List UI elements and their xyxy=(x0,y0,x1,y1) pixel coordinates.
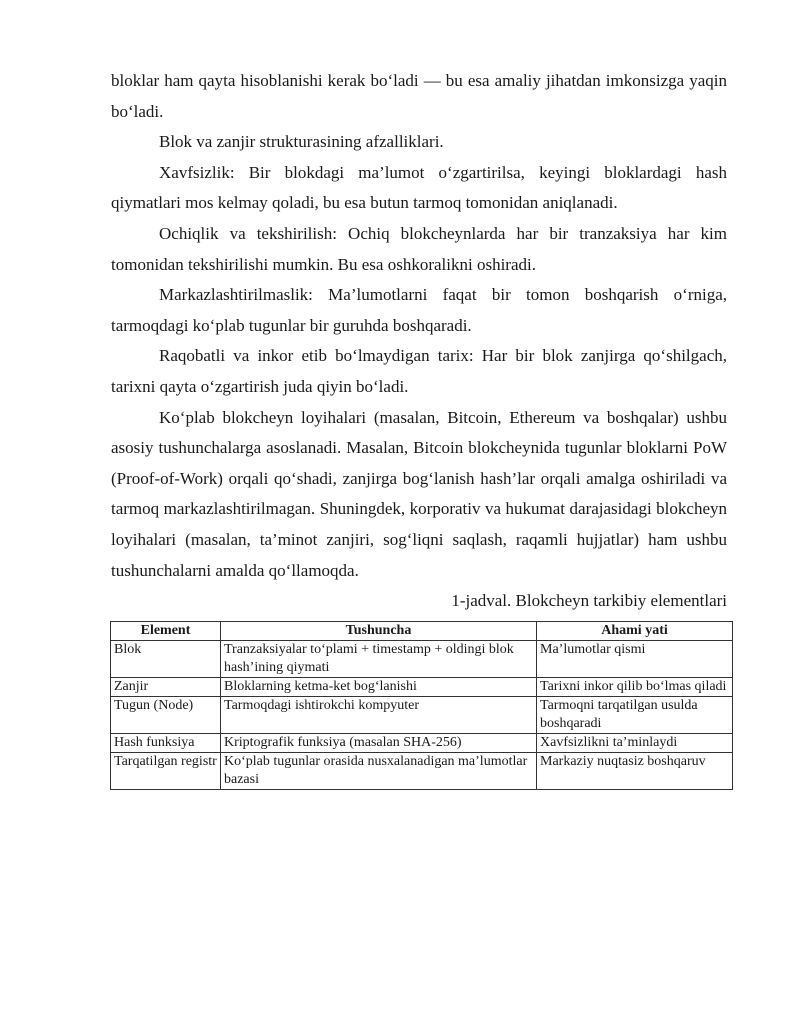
paragraph: bloklar ham qayta hisoblanishi kerak bo‘ladi — bu esa amaliy jihatdan imkonsizga yaqin bo‘ladi. xyxy=(111,71,727,121)
table-cell: Kriptografik funksiya (masalan SHA-256) xyxy=(221,734,537,753)
table-row xyxy=(111,678,733,697)
column-header: Tushuncha xyxy=(221,622,537,641)
table-cell: Tarixni inkor qilib bo‘lmas qiladi xyxy=(537,678,733,697)
table-row xyxy=(111,641,733,678)
table-cell: Zanjir xyxy=(111,678,221,697)
table-cell: Hash funksiya xyxy=(111,734,221,753)
paragraph: Ko‘plab blokcheyn loyihalari (masalan, Bitcoin, Ethereum va boshqalar) ushbu asosiy tushunchalarga asoslanadi. Masalan, Bitcoin blokcheynida tugunlar bloklarni PoW (Proof-of-Work) orqali qo‘shadi, zanjirga bog‘lanish hash’lar orqali amalga oshiriladi va tarmoq markazlashtirilmagan. Shuningdek, korporativ va hukumat darajasidagi blokcheyn loyihalari (masalan, ta’minot zanjiri, sog‘liqni saqlash, raqamli hujjatlar) ham ushbu tushunchalarni amalda qo‘llamoqda. xyxy=(111,407,727,580)
table-cell: Tugun (Node) xyxy=(111,697,221,734)
column-header: Element xyxy=(111,622,221,641)
column-header: Ahami yati xyxy=(537,622,733,641)
body-text xyxy=(111,66,727,586)
table-cell: Bloklarning ketma-ket bog‘lanishi xyxy=(221,678,537,697)
table-cell: Tarmoqni tarqatilgan usulda boshqaradi xyxy=(537,697,733,734)
table-row xyxy=(111,734,733,753)
table-cell: Ko‘plab tugunlar orasida nusxalanadigan ma’lumotlar bazasi xyxy=(221,753,537,790)
paragraph: Ochiqlik va tekshirilish: Ochiq blokcheynlarda har bir tranzaksiya har kim tomonidan tekshirilishi mumkin. Bu esa oshkoralikni oshiradi. xyxy=(111,223,727,274)
paragraph: Raqobatli va inkor etib bo‘lmaydigan tarix: Har bir blok zanjirga qo‘shilgach, tarixni qayta o‘zgartirish juda qiyin bo‘ladi. xyxy=(111,346,727,396)
table-header-row xyxy=(111,622,733,641)
table-row xyxy=(111,697,733,734)
paragraph: Blok va zanjir strukturasining afzalliklari. xyxy=(159,132,444,152)
table-cell: Blok xyxy=(111,641,221,678)
table-cell: Tarqatilgan registr xyxy=(111,753,221,790)
document-page xyxy=(111,66,727,790)
table-cell: Xavfsizlikni ta’minlaydi xyxy=(537,734,733,753)
table-cell: Tarmoqdagi ishtirokchi kompyuter xyxy=(221,697,537,734)
table-cell: Ma’lumotlar qismi xyxy=(537,641,733,678)
table-row xyxy=(111,753,733,790)
table-cell: Tranzaksiyalar to‘plami + timestamp + oldingi blok hash’ining qiymati xyxy=(221,641,537,678)
paragraph: Xavfsizlik: Bir blokdagi ma’lumot o‘zgartirilsa, keyingi bloklardagi hash qiymatlari mos kelmay qoladi, bu esa butun tarmoq tomonidan aniqlanadi. xyxy=(111,162,727,213)
table-caption: 1-jadval. Blokcheyn tarkibiy elementlari xyxy=(451,591,727,611)
paragraph: Markazlashtirilmaslik: Ma’lumotlarni faqat bir tomon boshqarish o‘rniga, tarmoqdagi ko‘plab tugunlar bir guruhda boshqaradi. xyxy=(111,285,727,335)
elements-table xyxy=(110,621,733,790)
table-cell: Markaziy nuqtasiz boshqaruv xyxy=(537,753,733,790)
